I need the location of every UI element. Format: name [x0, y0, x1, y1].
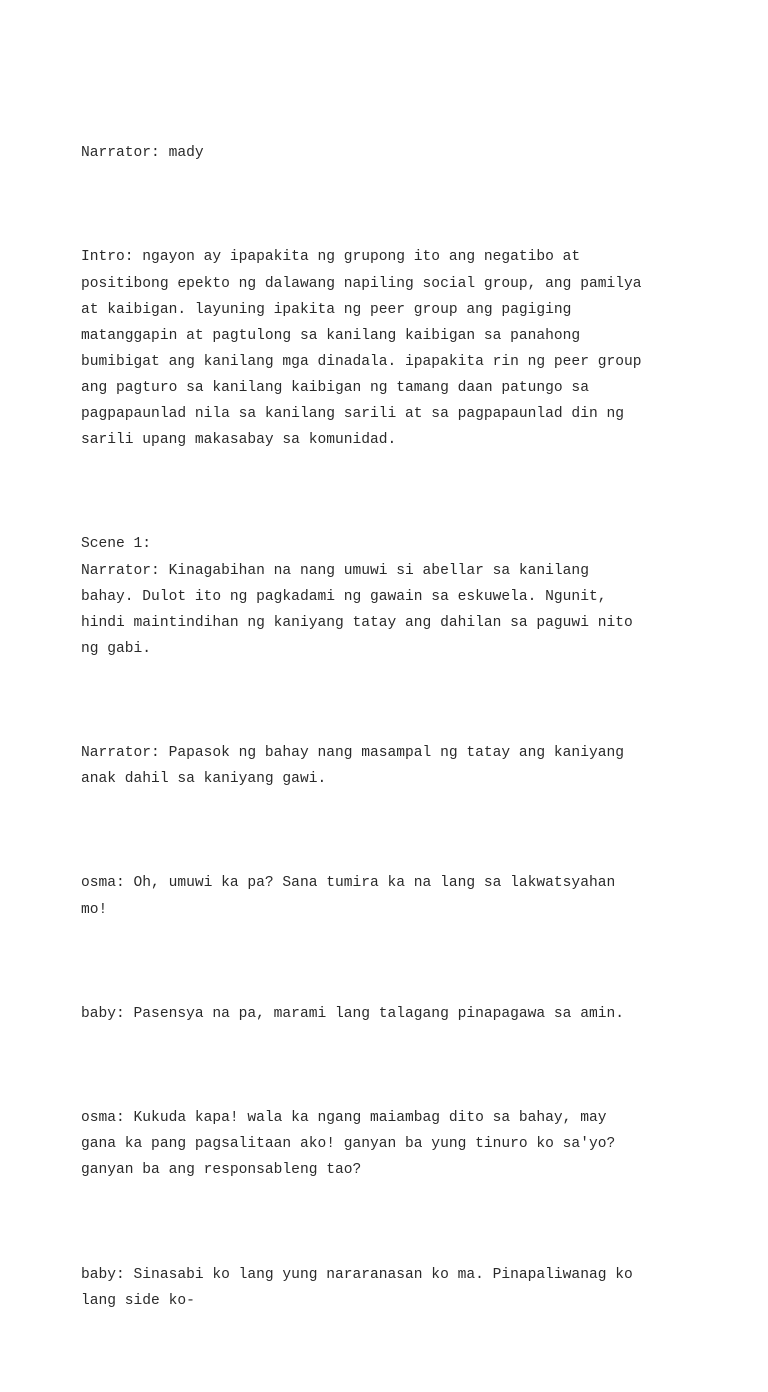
scene-1-paragraph: Scene 1: Narrator: Kinagabihan na nang umuwi si abellar sa kanilang bahay. Dulot ito ng pagkadami ng gawain sa eskuwela. Ngunit, hindi maintindihan ng kaniyang tatay ang dahilan sa paguwi nito ng gabi.	[81, 536, 633, 657]
intro-paragraph: Intro: ngayon ay ipapakita ng grupong ito ang negatibo at positibong epekto ng dalawang napiling social group, ang pamilya at kaibigan. layuning ipakita ng peer group ang pagiging matanggapin at pagtulong sa kanilang kaibigan sa panahong bumibigat ang kanilang mga dinadala. ipapakita rin ng peer group ang pagturo sa kanilang kaibigan ng tamang daan patungo sa pagpapaunlad nila sa kanilang sarili at sa pagpapaunlad din ng sarili upang makasabay sa komunidad.	[81, 249, 642, 449]
dialogue-baby-2: baby: Sinasabi ko lang yung nararanasan ko ma. Pinapaliwanag ko lang side ko-	[81, 1266, 633, 1309]
dialogue-osma-1: osma: Oh, umuwi ka pa? Sana tumira ka na lang sa lakwatsyahan mo!	[81, 875, 616, 918]
narrator-line: Narrator: mady	[81, 145, 204, 162]
dialogue-osma-2: osma: Kukuda kapa! wala ka ngang maiambag dito sa bahay, may gana ka pang pagsalitaan ako! ganyan ba yung tinuro ko sa'yo? ganyan ba ang responsableng tao?	[81, 1110, 616, 1179]
narrator-paragraph: Narrator: Papasok ng bahay nang masampal ng tatay ang kaniyang anak dahil sa kaniyang gawi.	[81, 745, 624, 788]
dialogue-baby-1: baby: Pasensya na pa, marami lang talagang pinapagawa sa amin.	[81, 1005, 624, 1022]
document-body	[81, 88, 721, 1392]
